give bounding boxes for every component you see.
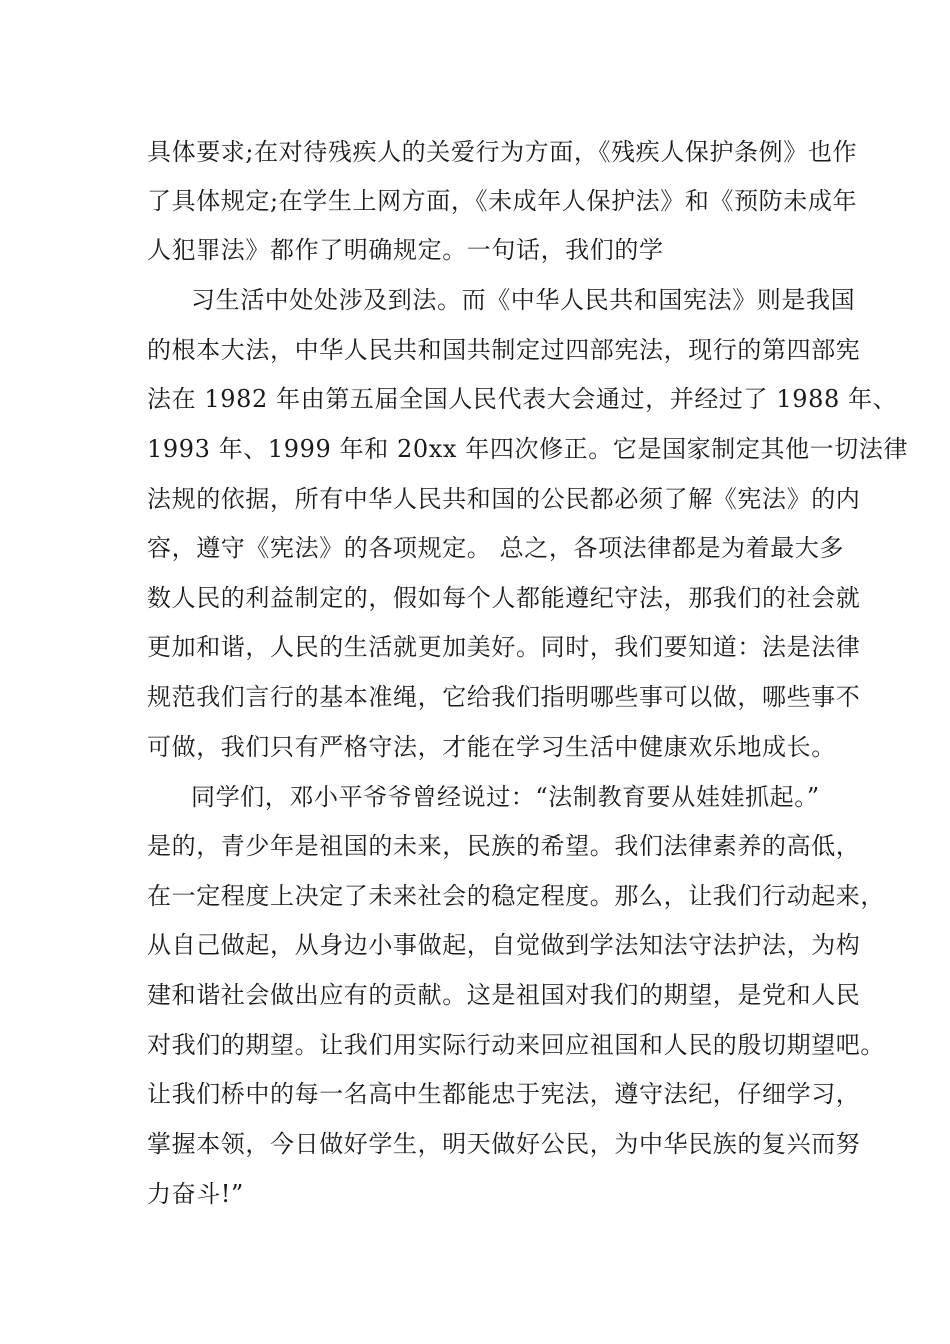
text-line: 在一定程度上决定了未来社会的稳定程度。那么，让我们行动起来， <box>147 882 885 910</box>
text-line: 规范我们言行的基本准绳，它给我们指明哪些事可以做，哪些事不 <box>147 683 861 711</box>
text-line: 的根本大法，中华人民共和国共制定过四部宪法，现行的第四部宪 <box>147 336 861 364</box>
text-line: 力奋斗!” <box>147 1180 244 1208</box>
text-line: 更加和谐，人民的生活就更加美好。同时，我们要知道：法是法律 <box>147 633 861 661</box>
text-line: 对我们的期望。让我们用实际行动来回应祖国和人民的殷切期望吧。 <box>147 1031 885 1059</box>
text-line: 1993 年、1999 年和 20xx 年四次修正。它是国家制定其他一切法律 <box>147 435 909 463</box>
text-line: 从自己做起，从身边小事做起，自觉做到学法知法守法护法，为构 <box>147 931 861 959</box>
text-line: 是的，青少年是祖国的未来，民族的希望。我们法律素养的高低， <box>147 832 861 860</box>
text-line: 人犯罪法》都作了明确规定。一句话，我们的学 <box>147 236 664 264</box>
text-line: 法规的依据，所有中华人民共和国的公民都必须了解《宪法》的内 <box>147 485 861 513</box>
text-line: 法在 1982 年由第五届全国人民代表大会通过，并经过了 1988 年、 <box>147 385 898 413</box>
text-line: 建和谐社会做出应有的贡献。这是祖国对我们的期望，是党和人民 <box>147 981 861 1009</box>
text-line: 可做，我们只有严格守法，才能在学习生活中健康欢乐地成长。 <box>147 733 836 761</box>
text-line: 容，遵守《宪法》的各项规定。 总之，各项法律都是为着最大多 <box>147 534 845 562</box>
text-line: 了具体规定;在学生上网方面，《未成年人保护法》和《预防未成年 <box>147 187 858 215</box>
text-line: 具体要求;在对待残疾人的关爱行为方面，《残疾人保护条例》也作 <box>147 138 858 166</box>
text-line: 掌握本领，今日做好学生，明天做好公民，为中华民族的复兴而努 <box>147 1130 861 1158</box>
text-line: 让我们桥中的每一名高中生都能忠于宪法，遵守法纪，仔细学习， <box>147 1080 861 1108</box>
paragraph-start-line: 习生活中处处涉及到法。而《中华人民共和国宪法》则是我国 <box>191 286 856 314</box>
paragraph-start-line: 同学们，邓小平爷爷曾经说过：“法制教育要从娃娃抓起。” <box>191 783 820 811</box>
text-line: 数人民的利益制定的，假如每个人都能遵纪守法，那我们的社会就 <box>147 584 861 612</box>
